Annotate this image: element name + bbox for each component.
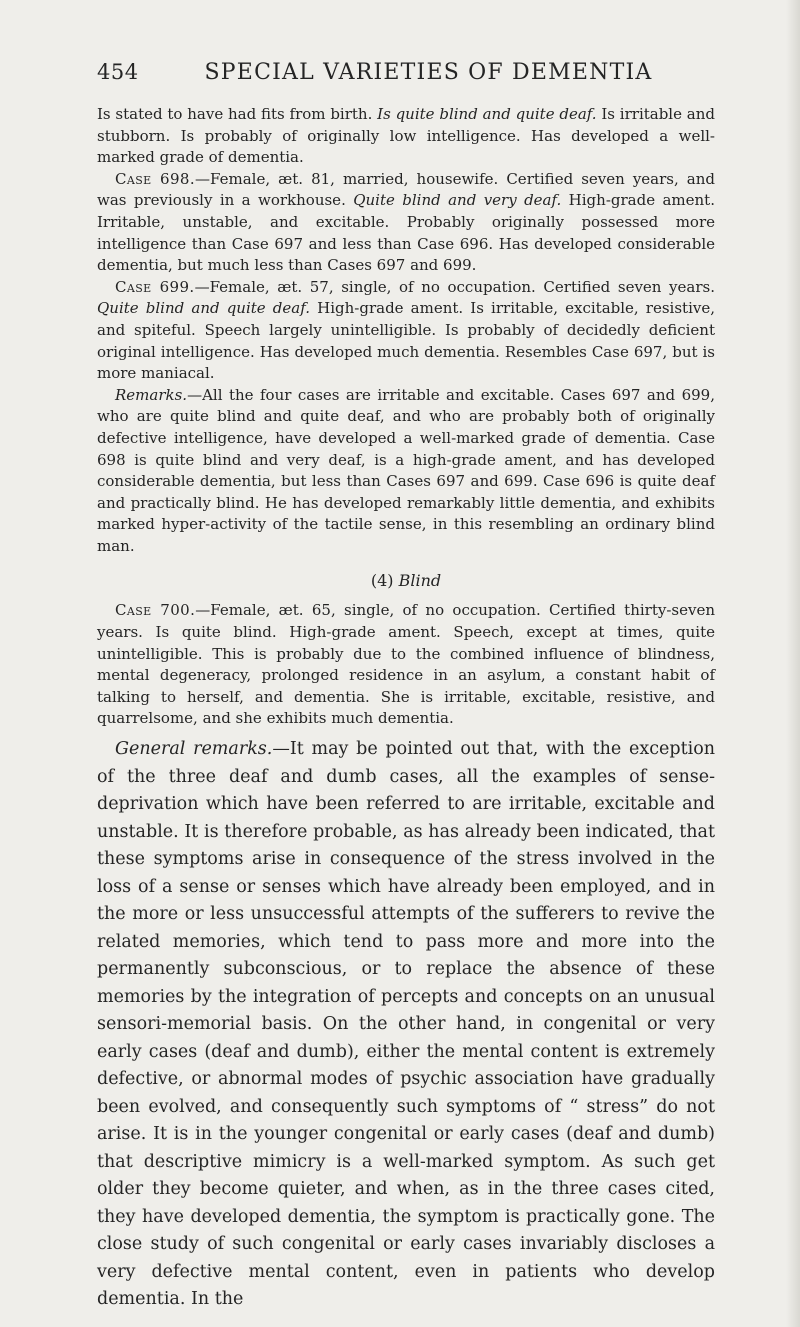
- page-header: [97, 60, 730, 94]
- page-edge-shadow: [786, 0, 800, 1327]
- paragraph-case-699: Case 699.—Female, æt. 57, single, of no occupation. Certified seven years. Quite blind and quite deaf. High-grade ament. Is irritable, excitable, resistive, and spiteful. Speech largely unintelligible. Is probably of decidedly deficient original intelligence. Has developed much dementia. Resembles Case 697, but is more maniacal.: [97, 277, 715, 383]
- remarks-label: Remarks.: [115, 385, 188, 404]
- body-text: [97, 104, 715, 1314]
- page-number: 454: [97, 60, 139, 84]
- general-remarks-label: General remarks.: [115, 739, 273, 760]
- paragraph-case-700: Case 700.—Female, æt. 65, single, of no occupation. Certified thirty-seven years. Is quite blind. High-grade ament. Speech, except at times, quite unintelligible. This is probably due to the combined influence of blindness, mental degeneracy, prolonged residence in an asylum, a constant habit of talking to herself, and dementia. She is irritable, excitable, resistive, and quarrelsome, and she exhibits much dementia.: [97, 601, 715, 728]
- paragraph-case-697-continued: Is stated to have had fits from birth. Is quite blind and quite deaf. Is irritable and stubborn. Is probably of originally low intelligence. Has developed a well-marked grade of dementia.: [97, 105, 715, 167]
- case-label: Case 699.: [115, 277, 195, 296]
- section-heading-blind: (4) Blind: [370, 571, 442, 591]
- paragraph-general-remarks: General remarks.—It may be pointed out that, with the exception of the three deaf and dumb cases, all the examples of sense-deprivation which have been referred to are irritable, excitable and unstable. It is therefore probable, as has already been indicated, that these symptoms arise in consequence of the stress involved in the loss of a sense or senses which have already been employed, and in the more or less unsuccessful attempts of the sufferers to revive the related memories, which tend to pass more and more into the permanently subconscious, or to replace the absence of these memories by the integration of percepts and concepts on an unusual sensori-memorial basis. On the other hand, in congenital or very early cases (deaf and dumb), either the mental content is extremely defective, or abnormal modes of psychic association have gradually been evolved, and consequently such symptoms of “ stress” do not arise. It is in the younger congenital or early cases (deaf and dumb) that descriptive mimicry is a well-marked symptom. As such get older they become quieter, and when, as in the three cases cited, they have developed dementia, the symptom is practically gone. The close study of such congenital or early cases invariably discloses a very defective mental content, even in patients who develop dementia. In the: [97, 739, 716, 1310]
- paragraph-remarks: Remarks.—All the four cases are irritable and excitable. Cases 697 and 699, who are quite blind and quite deaf, and who are probably both of originally defective intelligence, have developed a well-marked grade of dementia. Case 698 is quite blind and very deaf, is a high-grade ament, and has developed considerable dementia, but less than Cases 697 and 699. Case 696 is quite deaf and practically blind. He has developed remarkably little dementia, and exhibits marked hyper-activity of the tactile sense, in this resembling an ordinary blind man.: [97, 385, 715, 555]
- large-print-section: [97, 736, 715, 1314]
- running-title: SPECIAL VARIETIES OF DEMENTIA: [204, 60, 653, 85]
- case-label: Case 698.: [115, 169, 196, 188]
- small-print-section: [97, 104, 715, 730]
- case-label: Case 700.: [115, 601, 196, 620]
- paragraph-case-698: Case 698.—Female, æt. 81, married, housewife. Certified seven years, and was previously in a workhouse. Quite blind and very deaf. High-grade ament. Irritable, unstable, and excitable. Probably originally possessed more intelligence than Case 697 and less than Case 696. Has developed considerable dementia, but much less than Cases 697 and 699.: [97, 169, 715, 275]
